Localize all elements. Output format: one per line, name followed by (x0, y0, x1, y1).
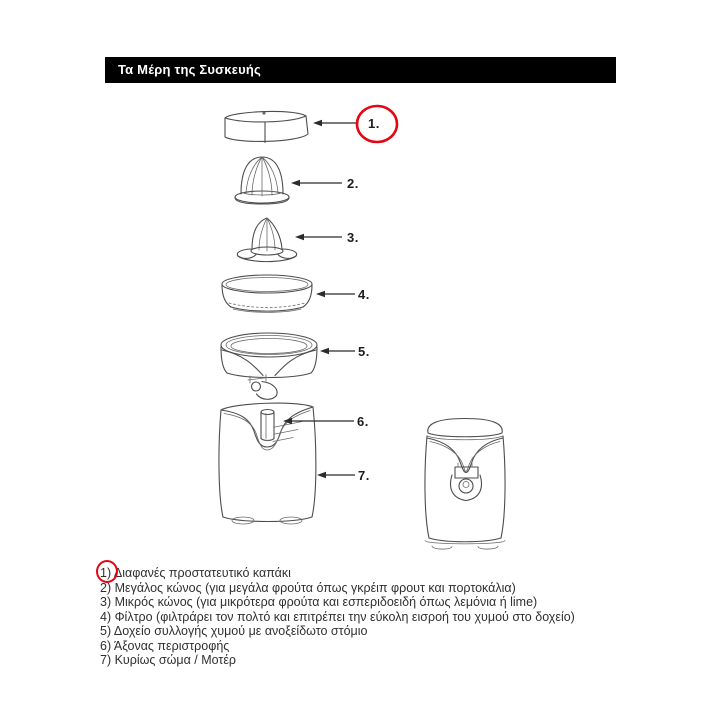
callout-1: 1. (368, 116, 380, 131)
parts-legend (100, 566, 620, 668)
callout-3: 3. (347, 230, 359, 245)
callout-arrows (283, 120, 357, 478)
assembled-device-drawing (425, 419, 505, 550)
legend-item-2: 2) Μεγάλος κώνος (για μεγάλα φρούτα όπως γκρέιπ φρουτ και πορτοκάλια) (100, 580, 516, 595)
container-drawing (221, 333, 317, 399)
legend-item-5: 5) Δοχείο συλλογής χυμού με ανοξείδωτο στόμιο (100, 624, 368, 638)
section-title: Τα Μέρη της Συσκευής (118, 62, 261, 77)
callout-7: 7. (358, 468, 370, 483)
lid-drawing (225, 111, 308, 142)
legend-item-6: 6) Άξονας περιστροφής (100, 638, 230, 653)
callout-4: 4. (358, 287, 370, 302)
callout-6: 6. (357, 414, 369, 429)
legend-item-1: 1) Διαφανές προστατευτικό καπάκι (100, 566, 291, 580)
legend-item-4: 4) Φίλτρο (φιλτράρει τον πολτό και επιτρέπει την εύκολη εισροή του χυμού στο δοχείο) (100, 609, 575, 624)
large-cone-drawing (235, 157, 289, 204)
legend-item-7: 7) Κυρίως σώμα / Μοτέρ (100, 653, 237, 667)
filter-drawing (222, 275, 312, 312)
legend-item-3: 3) Μικρός κώνος (για μικρότερα φρούτα και εσπεριδοειδή όπως λεμόνια ή lime) (100, 595, 538, 609)
callout-5: 5. (358, 344, 370, 359)
callout-2: 2. (347, 176, 359, 191)
exploded-parts-diagram (100, 90, 620, 565)
small-cone-drawing (237, 218, 296, 262)
section-title-bar (105, 57, 616, 83)
highlight-circle-legend-1 (96, 560, 118, 583)
